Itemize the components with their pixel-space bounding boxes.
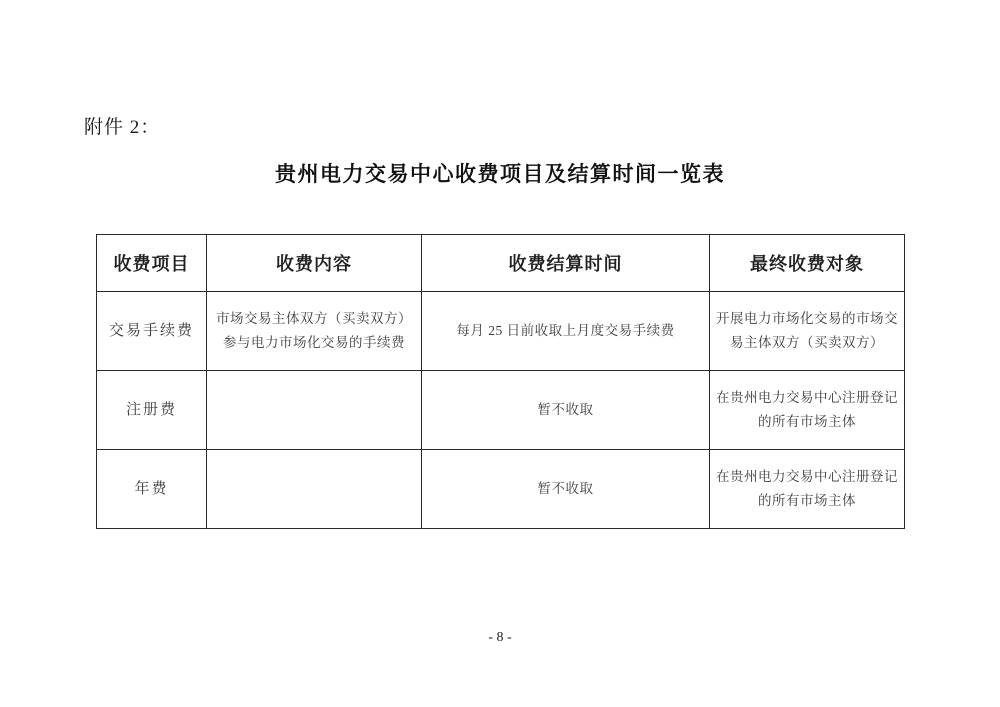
cell-text-line: 每月 25 日前收取上月度交易手续费 bbox=[456, 323, 675, 339]
cell-fee-item: 年费 bbox=[97, 450, 207, 529]
cell-text-line: 易主体双方（买卖双方） bbox=[730, 335, 884, 350]
attachment-label: 附件 2： bbox=[84, 117, 161, 138]
cell-settlement-time bbox=[422, 292, 710, 371]
cell-fee-content bbox=[207, 450, 422, 529]
cell-text-line: 的所有市场主体 bbox=[758, 493, 856, 508]
cell-fee-target bbox=[710, 371, 905, 450]
cell-text-line: 开展电力市场化交易的市场交 bbox=[716, 311, 898, 327]
table-row bbox=[97, 292, 905, 371]
cell-text-line: 参与电力市场化交易的手续费 bbox=[223, 335, 405, 350]
cell-fee-item: 注册费 bbox=[97, 371, 207, 450]
cell-text-line: 暂不收取 bbox=[537, 402, 594, 418]
cell-fee-target bbox=[710, 450, 905, 529]
cell-fee-item: 交易手续费 bbox=[97, 292, 207, 371]
cell-text-line: 的所有市场主体 bbox=[758, 414, 856, 429]
table-header-cell-target: 最终收费对象 bbox=[710, 235, 905, 292]
cell-text-line: 在贵州电力交易中心注册登记 bbox=[716, 469, 898, 485]
fee-table-container bbox=[96, 234, 904, 529]
cell-text-line: 市场交易主体双方（买卖双方） bbox=[216, 311, 412, 327]
page-title: 贵州电力交易中心收费项目及结算时间一览表 bbox=[275, 162, 725, 186]
fee-table bbox=[96, 234, 905, 529]
cell-settlement-time bbox=[422, 450, 710, 529]
cell-fee-target bbox=[710, 292, 905, 371]
cell-fee-content bbox=[207, 371, 422, 450]
cell-fee-content bbox=[207, 292, 422, 371]
table-header-row bbox=[97, 235, 905, 292]
table-header bbox=[97, 235, 905, 292]
cell-settlement-time bbox=[422, 371, 710, 450]
table-header-cell-item: 收费项目 bbox=[97, 235, 207, 292]
table-header-cell-settlement-time: 收费结算时间 bbox=[422, 235, 710, 292]
table-row bbox=[97, 371, 905, 450]
cell-text-line: 在贵州电力交易中心注册登记 bbox=[716, 390, 898, 406]
cell-text-line: 暂不收取 bbox=[537, 481, 594, 497]
table-body bbox=[97, 292, 905, 529]
table-row bbox=[97, 450, 905, 529]
page-number: - 8 - bbox=[488, 630, 512, 645]
table-header-cell-content: 收费内容 bbox=[207, 235, 422, 292]
